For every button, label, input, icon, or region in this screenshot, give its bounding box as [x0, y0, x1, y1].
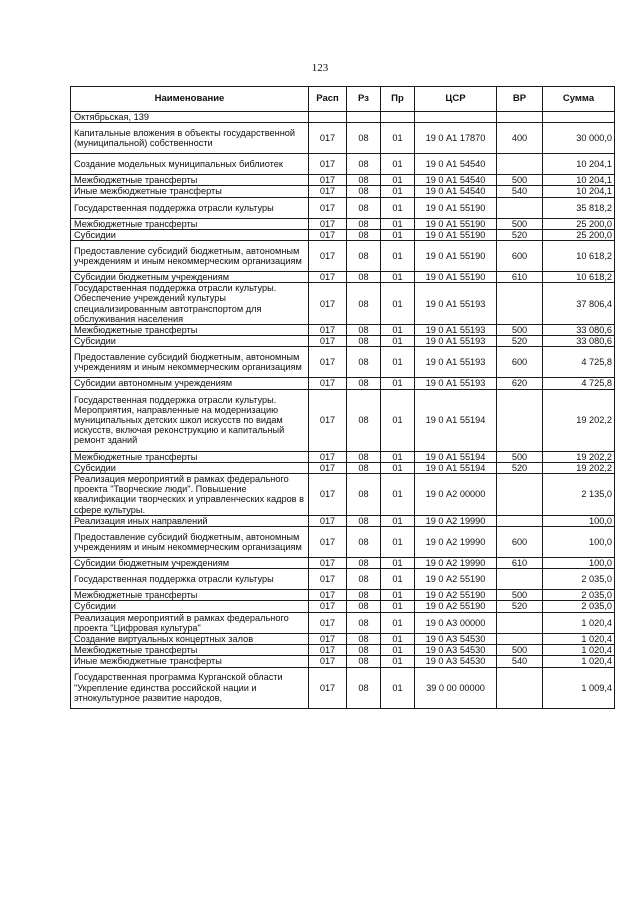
row-pr: 01: [381, 229, 415, 240]
row-pr: 01: [381, 154, 415, 175]
row-rz: 08: [347, 474, 381, 516]
row-sum: 10 204,1: [543, 175, 615, 186]
row-vr: 400: [497, 123, 543, 154]
header-csr: ЦСР: [415, 87, 497, 112]
row-name: Государственная программа Курганской области "Укрепление единства российской нации и этнокультурное развитие народов,: [71, 667, 309, 708]
row-rasp: 017: [309, 558, 347, 569]
row-rz: 08: [347, 154, 381, 175]
row-rz: 08: [347, 283, 381, 325]
row-vr: [497, 515, 543, 526]
row-vr: 600: [497, 241, 543, 272]
row-sum: 2 035,0: [543, 569, 615, 590]
budget-table: [70, 86, 615, 709]
row-csr: 19 0 А1 55190: [415, 218, 497, 229]
row-rasp: 017: [309, 186, 347, 197]
row-sum: 2 035,0: [543, 601, 615, 612]
row-rasp: [309, 112, 347, 123]
row-vr: 500: [497, 218, 543, 229]
row-pr: 01: [381, 645, 415, 656]
row-vr: 500: [497, 645, 543, 656]
row-pr: 01: [381, 175, 415, 186]
row-sum: 35 818,2: [543, 197, 615, 218]
row-name: Предоставление субсидий бюджетным, автономным учреждениям и иным некоммерческим организациям: [71, 347, 309, 378]
table-row: [71, 336, 615, 347]
row-rz: 08: [347, 389, 381, 451]
row-rz: 08: [347, 569, 381, 590]
row-pr: 01: [381, 667, 415, 708]
row-sum: 33 080,6: [543, 336, 615, 347]
row-sum: [543, 112, 615, 123]
row-pr: 01: [381, 336, 415, 347]
table-row: [71, 241, 615, 272]
row-rasp: 017: [309, 154, 347, 175]
row-sum: 1 020,4: [543, 645, 615, 656]
row-rz: 08: [347, 197, 381, 218]
row-rasp: 017: [309, 612, 347, 633]
row-pr: 01: [381, 656, 415, 667]
row-vr: 610: [497, 272, 543, 283]
row-name: Реализация мероприятий в рамках федерального проекта "Цифровая культура": [71, 612, 309, 633]
row-rasp: 017: [309, 515, 347, 526]
row-csr: 19 0 А1 55193: [415, 336, 497, 347]
row-sum: 4 725,8: [543, 378, 615, 389]
row-rz: 08: [347, 656, 381, 667]
row-name: Субсидии: [71, 336, 309, 347]
row-csr: 19 0 А1 54540: [415, 154, 497, 175]
row-pr: 01: [381, 462, 415, 473]
row-name: Реализация иных направлений: [71, 515, 309, 526]
row-csr: 19 0 А2 19990: [415, 515, 497, 526]
row-rz: [347, 112, 381, 123]
row-rasp: 017: [309, 123, 347, 154]
row-pr: 01: [381, 283, 415, 325]
row-rz: 08: [347, 123, 381, 154]
row-name: Капитальные вложения в объекты государственной (муниципальной) собственности: [71, 123, 309, 154]
row-rasp: 017: [309, 462, 347, 473]
row-pr: 01: [381, 197, 415, 218]
table-row: [71, 612, 615, 633]
row-rasp: 017: [309, 272, 347, 283]
table-body: [71, 112, 615, 709]
row-vr: 520: [497, 601, 543, 612]
row-csr: 19 0 А2 55190: [415, 569, 497, 590]
row-pr: 01: [381, 272, 415, 283]
row-pr: [381, 112, 415, 123]
row-rz: 08: [347, 272, 381, 283]
row-sum: 10 204,1: [543, 154, 615, 175]
row-sum: 33 080,6: [543, 325, 615, 336]
row-name: Государственная поддержка отрасли культуры: [71, 197, 309, 218]
row-sum: 2 035,0: [543, 590, 615, 601]
header-rasp: Расп: [309, 87, 347, 112]
row-rasp: 017: [309, 667, 347, 708]
row-pr: 01: [381, 378, 415, 389]
row-name: Межбюджетные трансферты: [71, 451, 309, 462]
row-pr: 01: [381, 389, 415, 451]
row-vr: [497, 154, 543, 175]
row-rasp: 017: [309, 634, 347, 645]
table-row: [71, 645, 615, 656]
row-rasp: 017: [309, 527, 347, 558]
row-rasp: 017: [309, 389, 347, 451]
row-name: Создание виртуальных концертных залов: [71, 634, 309, 645]
row-vr: 520: [497, 229, 543, 240]
row-vr: 520: [497, 336, 543, 347]
row-rasp: 017: [309, 229, 347, 240]
row-vr: 600: [497, 347, 543, 378]
row-rasp: 017: [309, 347, 347, 378]
row-rasp: 017: [309, 175, 347, 186]
header-name: Наименование: [71, 87, 309, 112]
row-rz: 08: [347, 515, 381, 526]
row-rz: 08: [347, 325, 381, 336]
row-sum: 10 204,1: [543, 186, 615, 197]
row-name: Межбюджетные трансферты: [71, 645, 309, 656]
row-sum: 2 135,0: [543, 474, 615, 516]
row-name: Субсидии: [71, 462, 309, 473]
row-pr: 01: [381, 634, 415, 645]
row-name: Реализация мероприятий в рамках федерального проекта "Творческие люди". Повышение квалификации творческих и управленческих кадров в сфере культуры.: [71, 474, 309, 516]
row-rz: 08: [347, 451, 381, 462]
table-row: [71, 558, 615, 569]
row-rz: 08: [347, 186, 381, 197]
row-pr: 01: [381, 515, 415, 526]
row-rasp: 017: [309, 645, 347, 656]
row-sum: 1 020,4: [543, 656, 615, 667]
row-csr: 19 0 А2 19990: [415, 558, 497, 569]
row-vr: 500: [497, 325, 543, 336]
row-pr: 01: [381, 241, 415, 272]
row-name: Предоставление субсидий бюджетным, автономным учреждениям и иным некоммерческим организациям: [71, 241, 309, 272]
row-csr: 19 0 А1 55194: [415, 462, 497, 473]
table-row: [71, 186, 615, 197]
row-sum: 19 202,2: [543, 389, 615, 451]
row-sum: 25 200,0: [543, 229, 615, 240]
row-csr: 19 0 А1 55194: [415, 451, 497, 462]
table-row: [71, 656, 615, 667]
row-csr: [415, 112, 497, 123]
row-vr: 500: [497, 451, 543, 462]
row-csr: 19 0 А1 55190: [415, 197, 497, 218]
table-row: [71, 569, 615, 590]
row-rasp: 017: [309, 241, 347, 272]
row-pr: 01: [381, 601, 415, 612]
row-rz: 08: [347, 229, 381, 240]
row-name: Межбюджетные трансферты: [71, 175, 309, 186]
row-rasp: 017: [309, 336, 347, 347]
row-rasp: 017: [309, 656, 347, 667]
table-row: [71, 154, 615, 175]
row-name: Межбюджетные трансферты: [71, 218, 309, 229]
table-row: [71, 197, 615, 218]
row-csr: 19 0 А2 55190: [415, 590, 497, 601]
row-vr: 610: [497, 558, 543, 569]
row-rz: 08: [347, 241, 381, 272]
row-sum: 19 202,2: [543, 462, 615, 473]
row-rz: 08: [347, 634, 381, 645]
row-csr: 19 0 А3 54530: [415, 634, 497, 645]
row-sum: 10 618,2: [543, 241, 615, 272]
row-vr: 520: [497, 462, 543, 473]
row-pr: 01: [381, 325, 415, 336]
row-name: Государственная поддержка отрасли культуры: [71, 569, 309, 590]
row-name: Субсидии бюджетным учреждениям: [71, 272, 309, 283]
row-sum: 100,0: [543, 527, 615, 558]
header-rz: Рз: [347, 87, 381, 112]
row-csr: 19 0 А1 55190: [415, 272, 497, 283]
table-row: [71, 175, 615, 186]
row-sum: 37 806,4: [543, 283, 615, 325]
row-name: Предоставление субсидий бюджетным, автономным учреждениям и иным некоммерческим организациям: [71, 527, 309, 558]
table-row: [71, 283, 615, 325]
row-vr: 540: [497, 186, 543, 197]
row-csr: 19 0 А2 55190: [415, 601, 497, 612]
row-vr: [497, 612, 543, 633]
row-vr: [497, 389, 543, 451]
row-pr: 01: [381, 123, 415, 154]
row-rasp: 017: [309, 451, 347, 462]
table-row: [71, 347, 615, 378]
row-csr: 19 0 А1 54540: [415, 186, 497, 197]
row-sum: 4 725,8: [543, 347, 615, 378]
table-row: [71, 112, 615, 123]
header-row: [71, 87, 615, 112]
row-name: Межбюджетные трансферты: [71, 325, 309, 336]
row-name: Иные межбюджетные трансферты: [71, 186, 309, 197]
table-row: [71, 378, 615, 389]
row-csr: 19 0 А1 54540: [415, 175, 497, 186]
row-vr: [497, 112, 543, 123]
row-rasp: 017: [309, 569, 347, 590]
row-pr: 01: [381, 590, 415, 601]
row-vr: [497, 474, 543, 516]
row-csr: 19 0 А3 54530: [415, 656, 497, 667]
table-row: [71, 667, 615, 708]
row-vr: 500: [497, 175, 543, 186]
row-pr: 01: [381, 451, 415, 462]
row-pr: 01: [381, 612, 415, 633]
row-sum: 19 202,2: [543, 451, 615, 462]
table-row: [71, 474, 615, 516]
row-rz: 08: [347, 347, 381, 378]
row-pr: 01: [381, 558, 415, 569]
table-row: [71, 123, 615, 154]
row-csr: 19 0 А3 00000: [415, 612, 497, 633]
row-vr: [497, 569, 543, 590]
row-rasp: 017: [309, 378, 347, 389]
row-rz: 08: [347, 601, 381, 612]
row-name: Государственная поддержка отрасли культуры. Обеспечение учреждений культуры специализированным автотранспортом для обслуживания населения: [71, 283, 309, 325]
row-name: Создание модельных муниципальных библиотек: [71, 154, 309, 175]
row-csr: 19 0 А1 55193: [415, 378, 497, 389]
row-pr: 01: [381, 218, 415, 229]
row-rz: 08: [347, 527, 381, 558]
header-vr: ВР: [497, 87, 543, 112]
table-row: [71, 462, 615, 473]
row-vr: [497, 283, 543, 325]
row-csr: 19 0 А1 55193: [415, 283, 497, 325]
header-pr: Пр: [381, 87, 415, 112]
row-rz: 08: [347, 175, 381, 186]
table-row: [71, 590, 615, 601]
row-rz: 08: [347, 590, 381, 601]
page-number: 123: [311, 62, 329, 74]
row-name: Государственная поддержка отрасли культуры. Мероприятия, направленные на модернизацию муниципальных детских школ искусств по видам искусств, включая реконструкцию и капитальный ремонт зданий: [71, 389, 309, 451]
row-vr: 600: [497, 527, 543, 558]
row-sum: 30 000,0: [543, 123, 615, 154]
row-rz: 08: [347, 218, 381, 229]
row-pr: 01: [381, 474, 415, 516]
row-sum: 1 009,4: [543, 667, 615, 708]
row-name: Субсидии бюджетным учреждениям: [71, 558, 309, 569]
table-row: [71, 451, 615, 462]
row-rz: 08: [347, 645, 381, 656]
row-rasp: 017: [309, 590, 347, 601]
table-row: [71, 601, 615, 612]
row-name: Межбюджетные трансферты: [71, 590, 309, 601]
row-rasp: 017: [309, 218, 347, 229]
row-sum: 1 020,4: [543, 634, 615, 645]
row-rasp: 017: [309, 474, 347, 516]
row-csr: 19 0 А1 55193: [415, 347, 497, 378]
row-name: Иные межбюджетные трансферты: [71, 656, 309, 667]
row-pr: 01: [381, 569, 415, 590]
row-csr: 39 0 00 00000: [415, 667, 497, 708]
row-name: Субсидии автономным учреждениям: [71, 378, 309, 389]
row-rasp: 017: [309, 325, 347, 336]
row-sum: 10 618,2: [543, 272, 615, 283]
row-vr: 500: [497, 590, 543, 601]
table-row: [71, 634, 615, 645]
row-rz: 08: [347, 378, 381, 389]
row-sum: 25 200,0: [543, 218, 615, 229]
table-row: [71, 389, 615, 451]
row-csr: 19 0 А1 17870: [415, 123, 497, 154]
row-pr: 01: [381, 527, 415, 558]
row-csr: 19 0 А1 55193: [415, 325, 497, 336]
row-rasp: 017: [309, 601, 347, 612]
row-rasp: 017: [309, 197, 347, 218]
row-csr: 19 0 А2 00000: [415, 474, 497, 516]
row-sum: 100,0: [543, 558, 615, 569]
table-row: [71, 527, 615, 558]
row-rz: 08: [347, 336, 381, 347]
row-vr: [497, 667, 543, 708]
row-csr: 19 0 А1 55190: [415, 229, 497, 240]
table-row: [71, 515, 615, 526]
row-name: Субсидии: [71, 601, 309, 612]
row-csr: 19 0 А1 55190: [415, 241, 497, 272]
row-vr: [497, 634, 543, 645]
row-rz: 08: [347, 462, 381, 473]
row-pr: 01: [381, 186, 415, 197]
row-rz: 08: [347, 558, 381, 569]
row-csr: 19 0 А2 19990: [415, 527, 497, 558]
table-row: [71, 229, 615, 240]
row-vr: 620: [497, 378, 543, 389]
row-name: Субсидии: [71, 229, 309, 240]
row-rasp: 017: [309, 283, 347, 325]
row-pr: 01: [381, 347, 415, 378]
row-sum: 100,0: [543, 515, 615, 526]
row-vr: 540: [497, 656, 543, 667]
header-sum: Сумма: [543, 87, 615, 112]
table-row: [71, 272, 615, 283]
row-sum: 1 020,4: [543, 612, 615, 633]
row-rz: 08: [347, 667, 381, 708]
row-csr: 19 0 А3 54530: [415, 645, 497, 656]
row-csr: 19 0 А1 55194: [415, 389, 497, 451]
row-rz: 08: [347, 612, 381, 633]
row-name: Октябрьская, 139: [71, 112, 309, 123]
row-vr: [497, 197, 543, 218]
table-row: [71, 325, 615, 336]
table-row: [71, 218, 615, 229]
